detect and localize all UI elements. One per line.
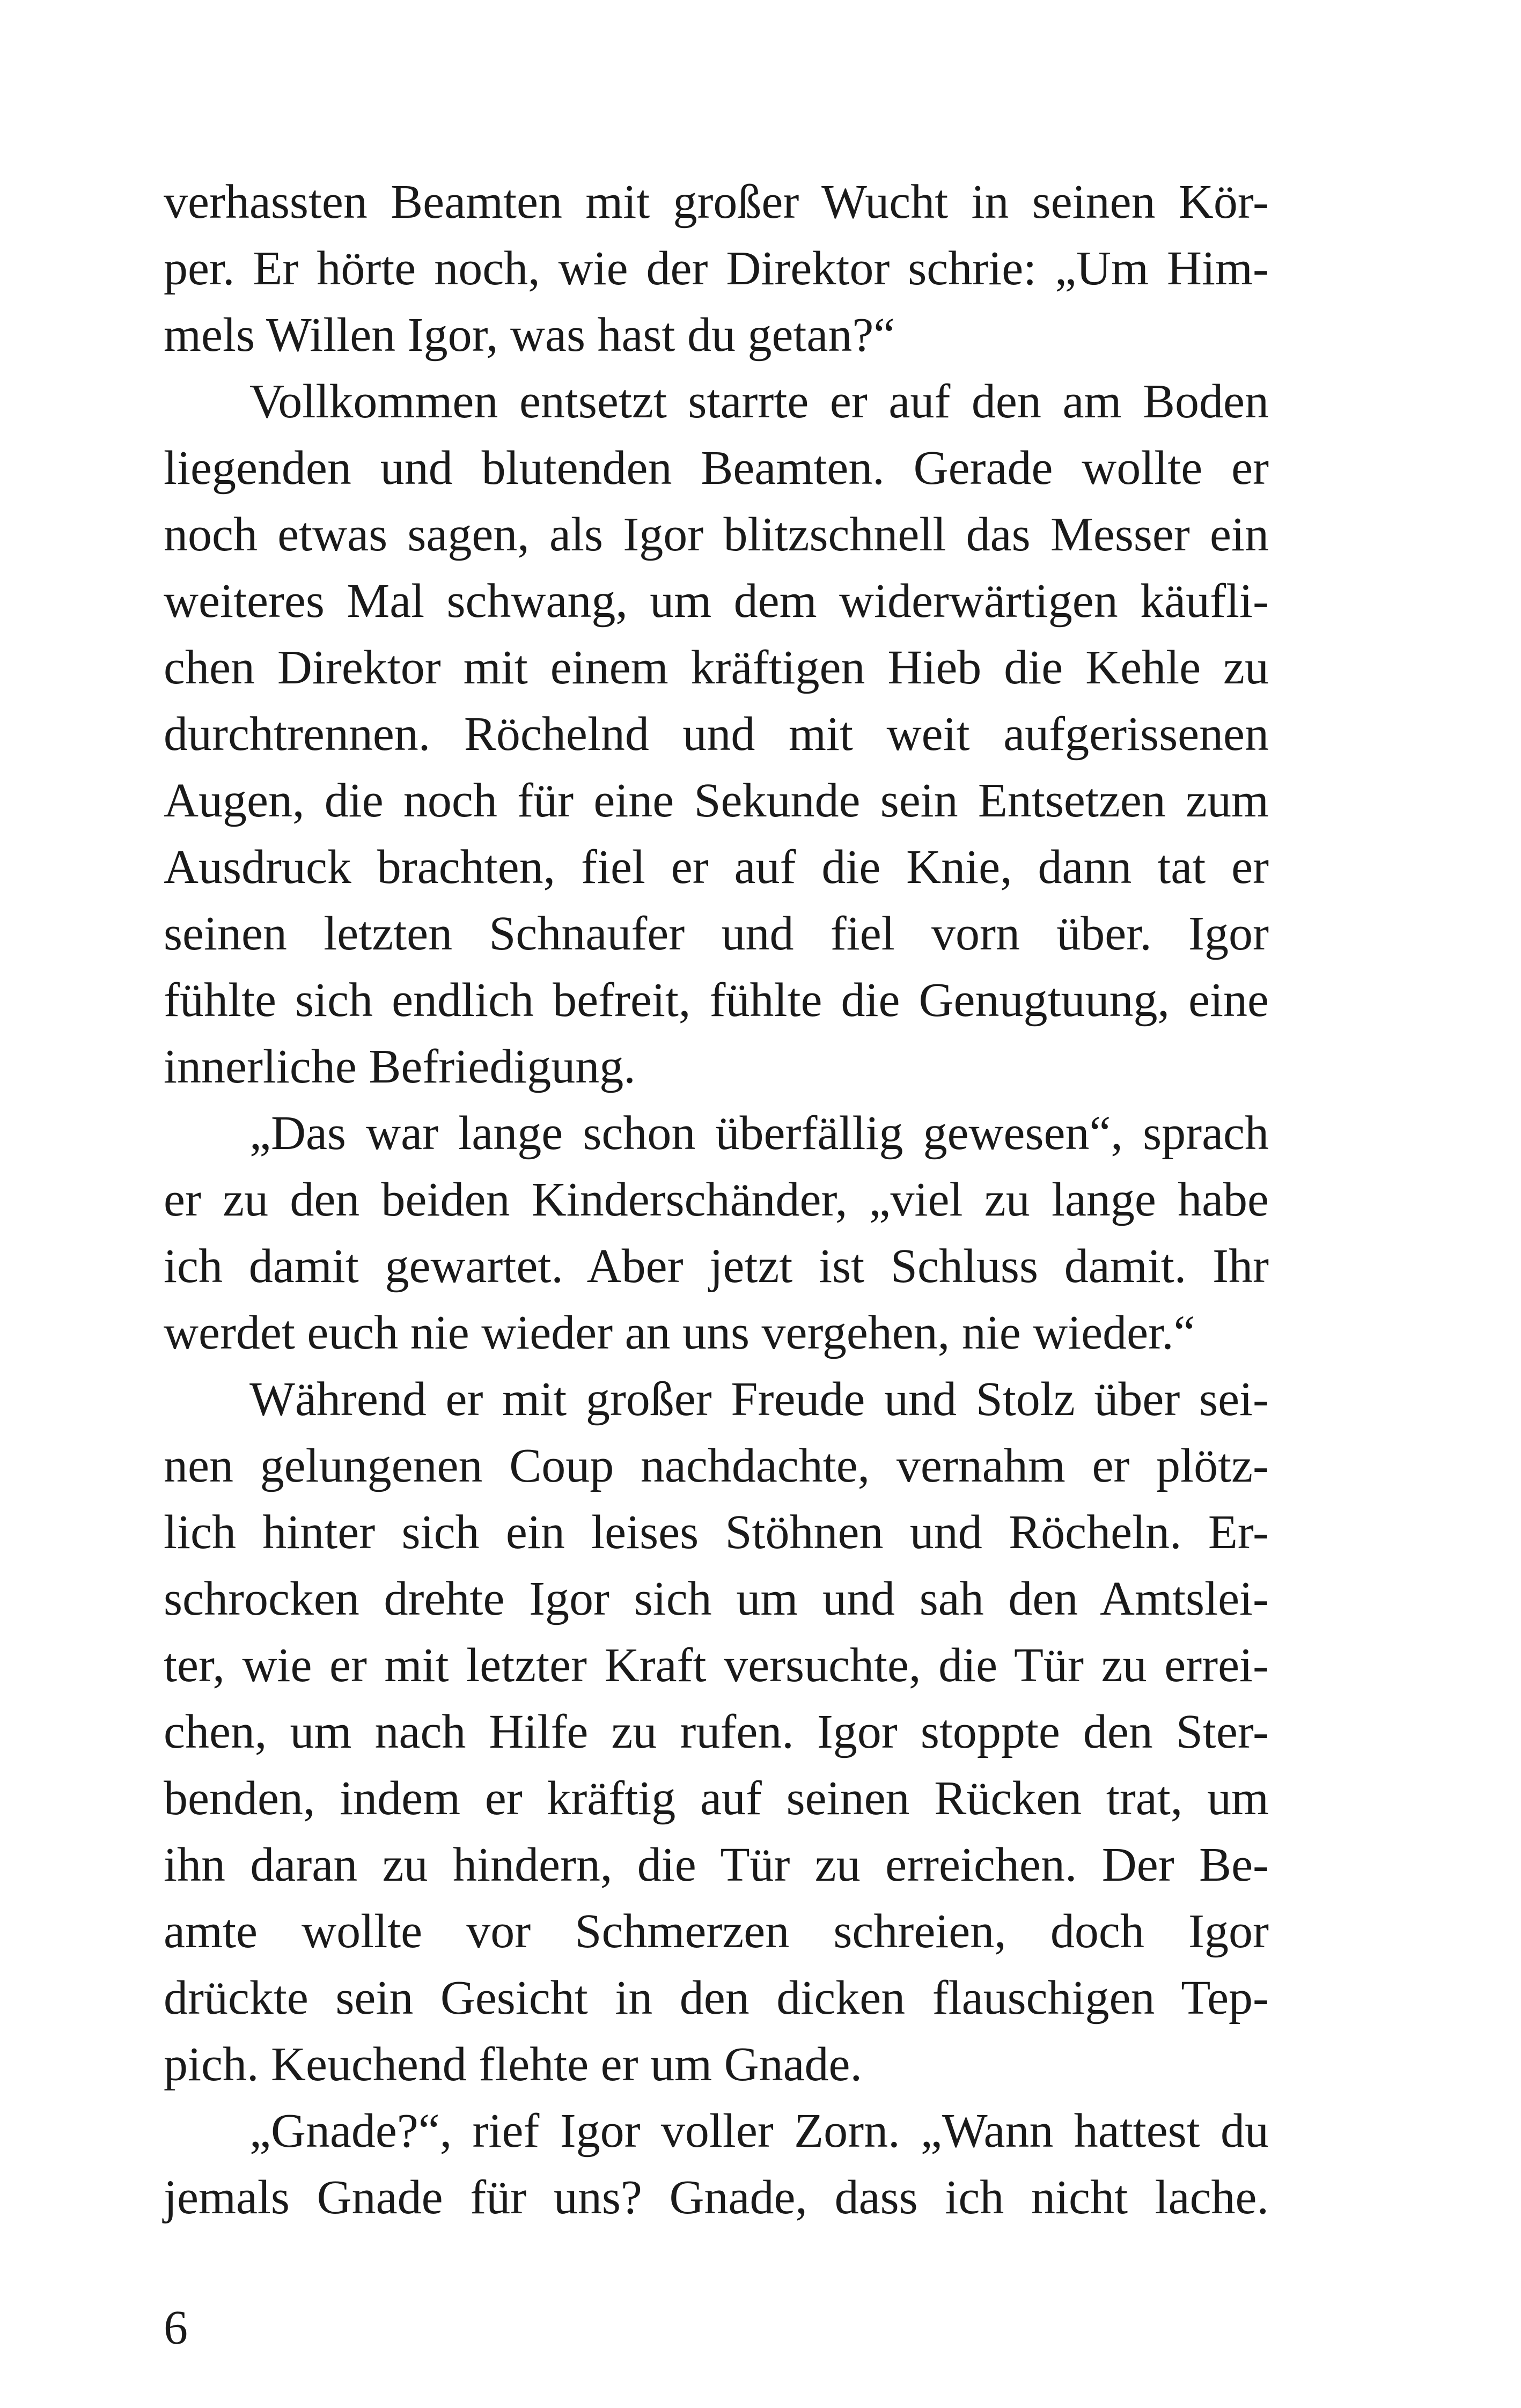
text-line: drückte sein Gesicht in den dicken flauschigen Tep- [164,1971,1269,2024]
text-line: schrocken drehte Igor sich um und sah den Amtslei- [164,1572,1269,1625]
text-line: lich hinter sich ein leises Stöhnen und Röcheln. Er- [164,1506,1269,1559]
text-line: „Gnade?“, rief Igor voller Zorn. „Wann hattest du [249,2104,1269,2157]
text-line: ter, wie er mit letzter Kraft versuchte, die Tür zu errei- [164,1639,1269,1692]
text-line: Augen, die noch für eine Sekunde sein Entsetzen zum [164,774,1269,827]
page-number: 6 [164,2301,188,2354]
text-line: Ausdruck brachten, fiel er auf die Knie, dann tat er [164,841,1269,894]
text-line: durchtrennen. Röchelnd und mit weit aufgerissenen [164,708,1269,761]
text-line: pich. Keuchend flehte er um Gnade. [164,2038,862,2091]
text-line: Während er mit großer Freude und Stolz über sei- [249,1373,1269,1426]
text-line: per. Er hörte noch, wie der Direktor schrie: „Um Him- [164,242,1269,295]
body-text [164,169,1269,2231]
text-line: Vollkommen entsetzt starrte er auf den am Boden [249,375,1269,428]
text-line: ihn daran zu hindern, die Tür zu erreichen. Der Be- [164,1838,1269,1891]
text-line: innerliche Befriedigung. [164,1040,636,1093]
text-line: werdet euch nie wieder an uns vergehen, nie wieder.“ [164,1306,1195,1359]
text-line: amte wollte vor Schmerzen schreien, doch Igor [164,1905,1269,1958]
text-line: chen, um nach Hilfe zu rufen. Igor stoppte den Ster- [164,1705,1269,1758]
text-line: „Das war lange schon überfällig gewesen“, sprach [249,1107,1269,1160]
text-line: jemals Gnade für uns? Gnade, dass ich nicht lache. [164,2171,1269,2224]
text-line: noch etwas sagen, als Igor blitzschnell das Messer ein [164,508,1269,561]
text-line: ich damit gewartet. Aber jetzt ist Schluss damit. Ihr [164,1240,1269,1293]
text-line: seinen letzten Schnaufer und fiel vorn über. Igor [164,907,1269,960]
text-line: weiteres Mal schwang, um dem widerwärtigen käufli- [164,575,1269,628]
text-line: chen Direktor mit einem kräftigen Hieb die Kehle zu [164,641,1269,694]
text-line: verhassten Beamten mit großer Wucht in seinen Kör- [164,175,1269,229]
text-line: liegenden und blutenden Beamten. Gerade wollte er [164,441,1269,495]
text-line: benden, indem er kräftig auf seinen Rücken trat, um [164,1772,1269,1825]
text-line: fühlte sich endlich befreit, fühlte die Genugtuung, eine [164,974,1269,1027]
text-line: nen gelungenen Coup nachdachte, vernahm er plötz- [164,1439,1269,1492]
text-line: er zu den beiden Kinderschänder, „viel zu lange habe [164,1173,1269,1226]
text-line: mels Willen Igor, was hast du getan?“ [164,308,895,362]
